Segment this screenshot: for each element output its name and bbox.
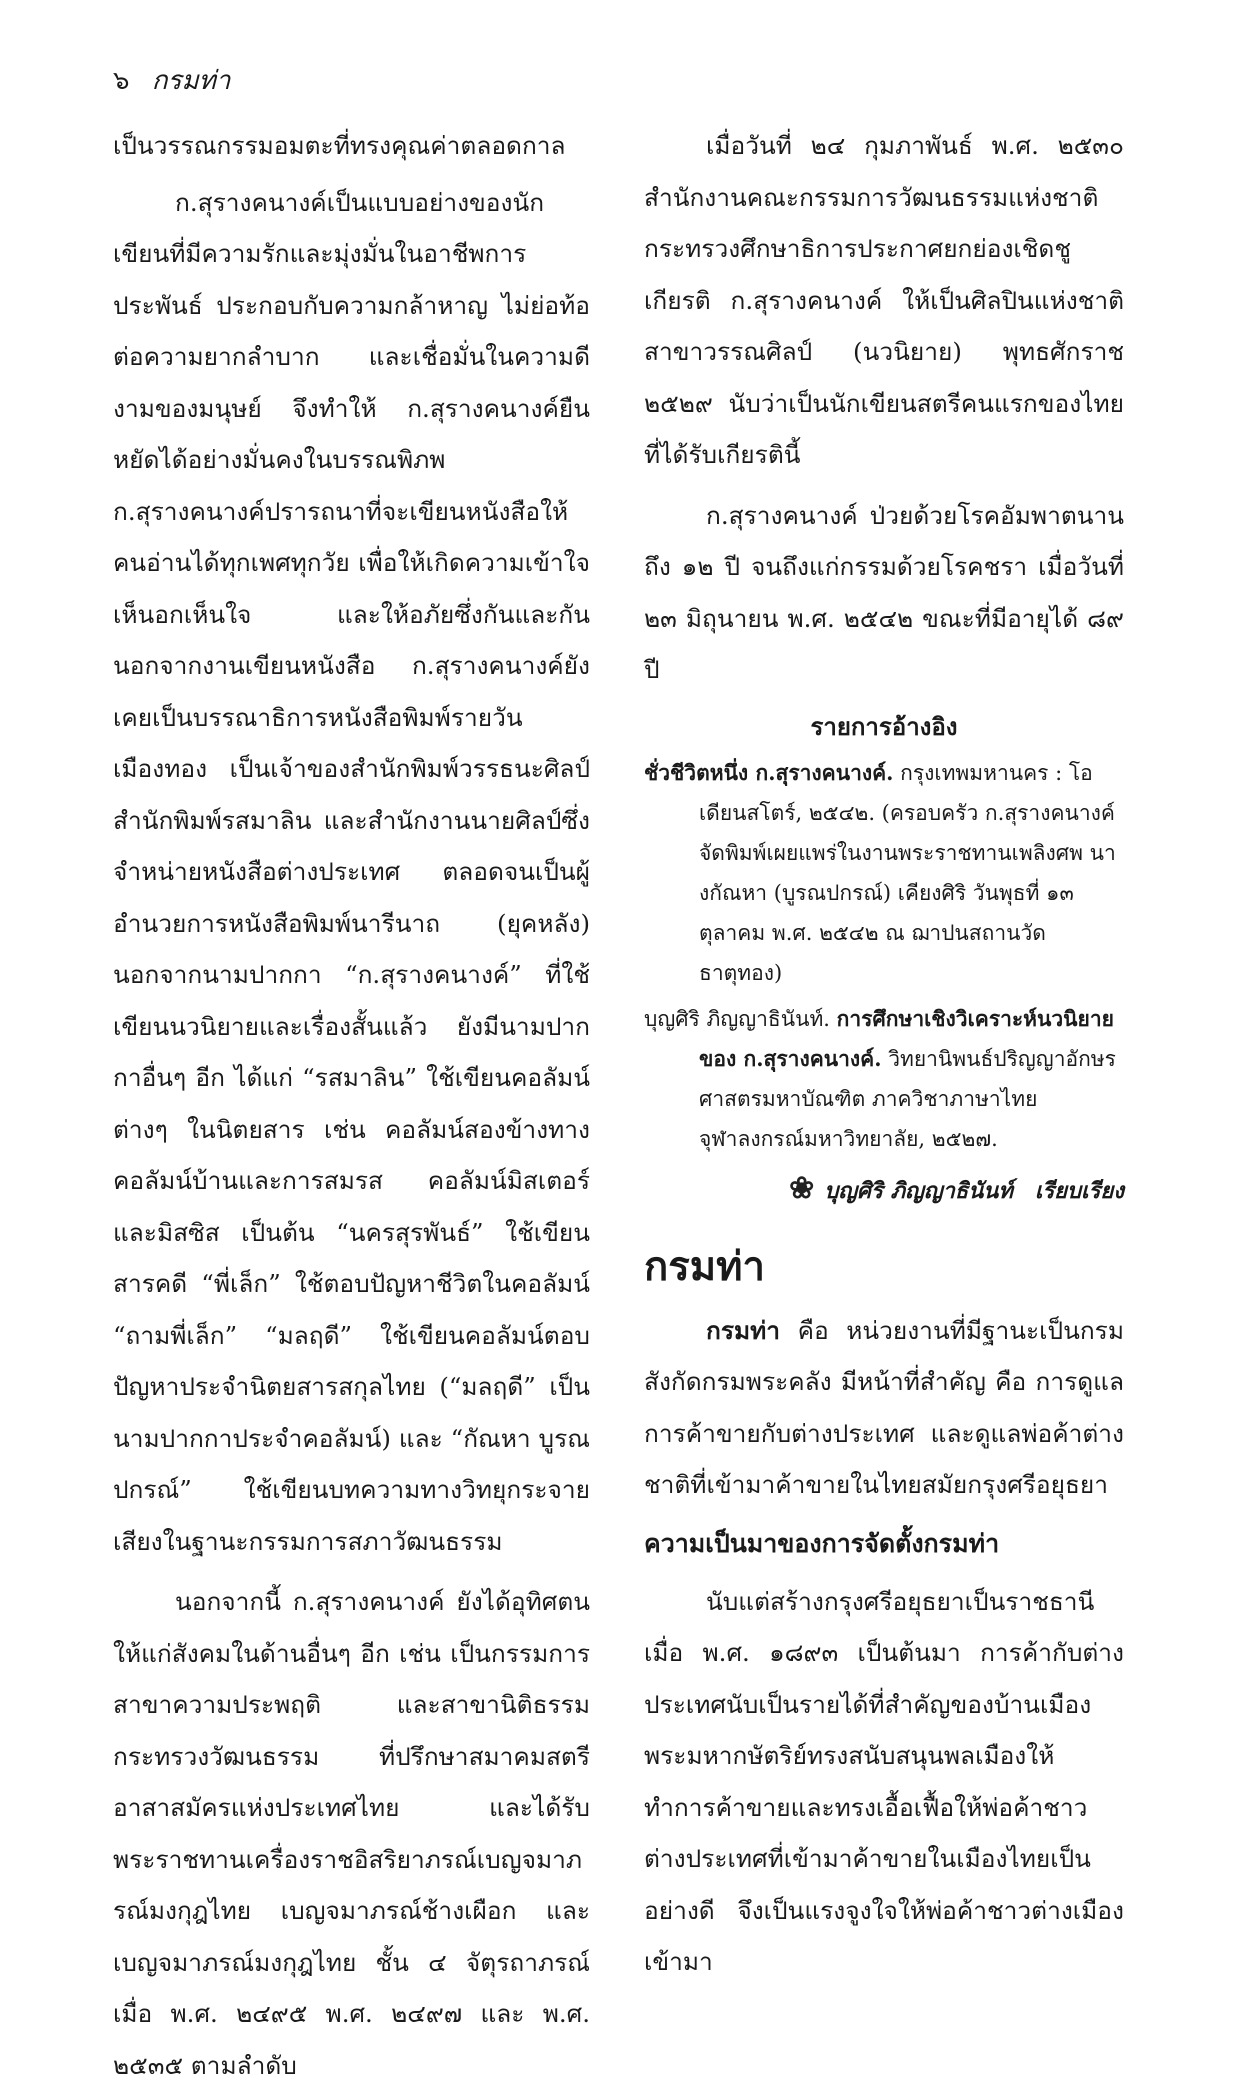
flower-ornament-icon: ❀	[789, 1170, 815, 1206]
reference-details: กรุงเทพมหานคร : โอเดียนสโตร์, ๒๕๔๒. (ครอบครัว ก.สุรางคนางค์ จัดพิมพ์เผยแพร่ในงานพระราชทานเพลิงศพ นางกัณหา (บูรณปกรณ์) เคียงศิริ วันพุธที่ ๑๓ ตุลาคม พ.ศ. ๒๕๔๒ ณ ฌาปนสถานวัดธาตุทอง)	[699, 760, 1116, 985]
left-column	[113, 120, 590, 2100]
entry-definition: คือ หน่วยงานที่มีฐานะเป็นกรม สังกัดกรมพระคลัง มีหน้าที่สำคัญ คือ การดูแลการค้าขายกับต่างประเทศ และดูแลพ่อค้าต่างชาติที่เข้ามาค้าขายในไทยสมัยกรุงศรีอยุธยา	[644, 1315, 1124, 1499]
reference-details: วิทยานิพนธ์ปริญญาอักษรศาสตรมหาบัณฑิต ภาควิชาภาษาไทย จุฬาลงกรณ์มหาวิทยาลัย, ๒๕๒๗.	[699, 1046, 1116, 1151]
references-heading: รายการอ้างอิง	[810, 711, 958, 741]
paragraph: นับแต่สร้างกรุงศรีอยุธยาเป็นราชธานี เมื่อ พ.ศ. ๑๘๙๓ เป็นต้นมา การค้ากับต่างประเทศนับเป็นรายได้ที่สำคัญของบ้านเมือง พระมหากษัตริย์ทรงสนับสนุนพลเมืองให้ทำการค้าขายและทรงเอื้อเฟื้อให้พ่อค้าชาวต่างประเทศที่เข้ามาค้าขายในเมืองไทยเป็นอย่างดี จึงเป็นแรงจูงใจให้พ่อค้าชาวต่างเมืองเข้ามา	[644, 1586, 1124, 1976]
paragraph: ก.สุรางคนางค์เป็นแบบอย่างของนักเขียนที่มีความรักและมุ่งมั่นในอาชีพการประพันธ์ ประกอบกับความกล้าหาญ ไม่ย่อท้อต่อความยากลำบาก และเชื่อมั่นในความดีงามของมนุษย์ จึงทำให้ ก.สุรางคนางค์ยืนหยัดได้อย่างมั่นคงในบรรณพิภพ ก.สุรางคนางค์ปรารถนาที่จะเขียนหนังสือให้คนอ่านได้ทุกเพศทุกวัย เพื่อให้เกิดความเข้าใจ เห็นอกเห็นใจ และให้อภัยซึ่งกันและกัน นอกจากงานเขียนหนังสือ ก.สุรางคนางค์ยังเคยเป็นบรรณาธิการหนังสือพิมพ์รายวันเมืองทอง เป็นเจ้าของสำนักพิมพ์วรรธนะศิลป์ สำนักพิมพ์รสมาลิน และสำนักงานนายศิลป์ซึ่งจำหน่ายหนังสือต่างประเทศ ตลอดจนเป็นผู้อำนวยการหนังสือพิมพ์นารีนาถ (ยุคหลัง) นอกจากนามปากกา “ก.สุรางคนางค์” ที่ใช้เขียนนวนิยายและเรื่องสั้นแล้ว ยังมีนามปากกาอื่นๆ อีก ได้แก่ “รสมาลิน” ใช้เขียนคอลัมน์ต่างๆ ในนิตยสาร เช่น คอลัมน์สองข้างทาง คอลัมน์บ้านและการสมรส คอลัมน์มิสเตอร์และมิสซิส เป็นต้น “นครสุรพันธ์” ใช้เขียนสารคดี “พี่เล็ก” ใช้ตอบปัญหาชีวิตในคอลัมน์ “ถามพี่เล็ก” “มลฤดี” ใช้เขียนคอลัมน์ตอบปัญหาประจำนิตยสารสกุลไทย (“มลฤดี” เป็นนามปากกาประจำคอลัมน์) และ “กัณหา บูรณปกรณ์” ใช้เขียนบทความทางวิทยุกระจายเสียงในฐานะกรรมการสภาวัฒนธรรม	[113, 187, 590, 1556]
author-name: บุญศิริ ภิญญาธินันท์	[824, 1177, 1013, 1204]
page-header	[113, 60, 230, 101]
author-signature	[644, 1167, 1124, 1213]
section-subheading: ความเป็นมาของการจัดตั้งกรมท่า	[644, 1528, 1000, 1558]
entry-keyword: กรมท่า	[706, 1315, 781, 1345]
author-role: เรียบเรียง	[1034, 1177, 1124, 1204]
running-title: กรมท่า	[151, 66, 231, 96]
reference-title: การศึกษาเชิงวิเคราะห์นวนิยายของ ก.สุรางคนางค์.	[699, 1005, 1114, 1071]
paragraph	[644, 1305, 1124, 1511]
reference-author: บุญศิริ ภิญญาธินันท์.	[644, 1006, 837, 1031]
paragraph: เป็นวรรณกรรมอมตะที่ทรงคุณค่าตลอดกาล	[113, 131, 566, 160]
paragraph: นอกจากนี้ ก.สุรางคนางค์ ยังได้อุทิศตนให้แก่สังคมในด้านอื่นๆ อีก เช่น เป็นกรรมการสาขาความประพฤติ และสาขานิติธรรม กระทรวงวัฒนธรรม ที่ปรึกษาสมาคมสตรีอาสาสมัครแห่งประเทศไทย และได้รับพระราชทานเครื่องราชอิสริยาภรณ์เบญจมาภรณ์มงกุฎไทย เบญจมาภรณ์ช้างเผือก และเบญจมาภรณ์มงกุฎไทย ชั้น ๔ จัตุรถาภรณ์ เมื่อ พ.ศ. ๒๔๙๕ พ.ศ. ๒๔๙๗ และ พ.ศ. ๒๕๓๕ ตามลำดับ	[113, 1587, 590, 2080]
entry-title: กรมท่า	[644, 1242, 765, 1290]
right-column	[644, 120, 1124, 1997]
reference-title: ชั่วชีวิตหนึ่ง ก.สุรางคนางค์.	[644, 759, 894, 785]
paragraph: ก.สุรางคนางค์ ป่วยด้วยโรคอัมพาตนานถึง ๑๒ ปี จนถึงแก่กรรมด้วยโรคชรา เมื่อวันที่ ๒๓ มิถุนายน พ.ศ. ๒๕๔๒ ขณะที่มีอายุได้ ๘๙ ปี	[644, 500, 1124, 684]
reference-entry	[644, 999, 1124, 1159]
paragraph: เมื่อวันที่ ๒๔ กุมภาพันธ์ พ.ศ. ๒๕๓๐ สำนักงานคณะกรรมการวัฒนธรรมแห่งชาติ กระทรวงศึกษาธิการประกาศยกย่องเชิดชูเกียรติ ก.สุรางคนางค์ ให้เป็นศิลปินแห่งชาติ สาขาวรรณศิลป์ (นวนิยาย) พุทธศักราช ๒๕๒๙ นับว่าเป็นนักเขียนสตรีคนแรกของไทยที่ได้รับเกียรตินี้	[644, 131, 1124, 469]
reference-entry	[644, 753, 1124, 993]
page-number: ๖	[113, 66, 130, 96]
